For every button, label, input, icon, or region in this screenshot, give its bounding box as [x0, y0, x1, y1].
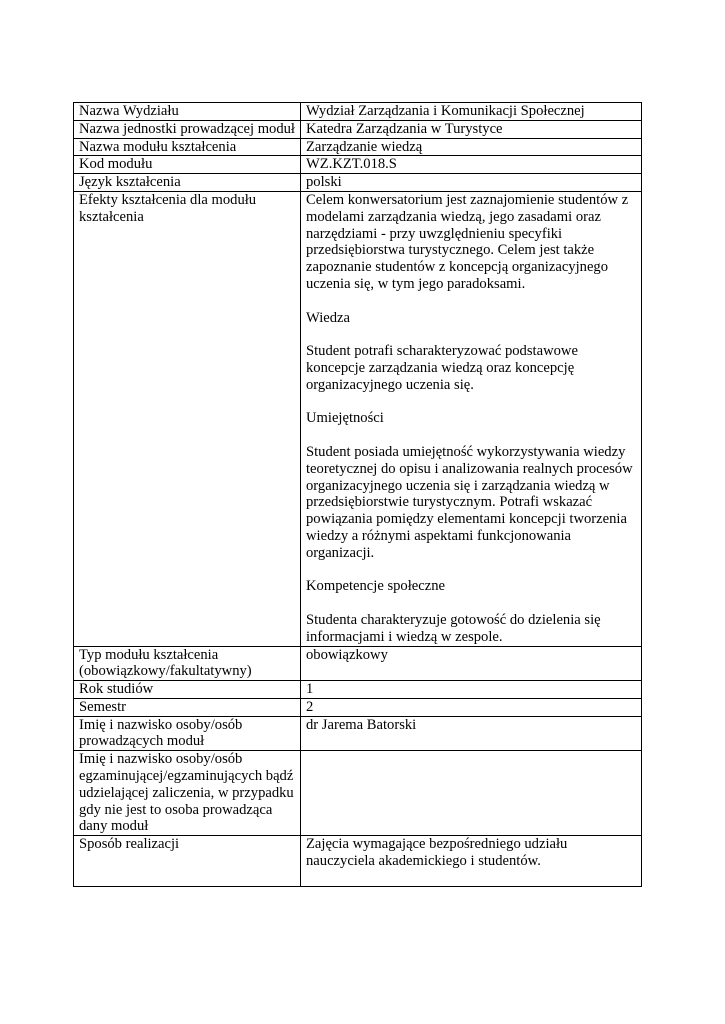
knowledge-text: Student potrafi scharakteryzować podstawowe koncepcje zarządzania wiedzą oraz koncepcję organizacyjnego uczenia się.: [306, 343, 578, 393]
table-row-semester: [74, 698, 642, 716]
module-name-value: Zarządzanie wiedzą: [301, 138, 642, 156]
table-row-delivery-method: [74, 836, 642, 887]
module-code-label: Kod modułu: [74, 156, 301, 174]
table-row-module-name: [74, 138, 642, 156]
unit-label: Nazwa jednostki prowadzącej moduł: [74, 120, 301, 138]
spacer: [306, 326, 637, 343]
instructors-value: dr Jarema Batorski: [301, 716, 642, 751]
social-competence-heading: Kompetencje społeczne: [306, 578, 445, 595]
delivery-method-text: Zajęcia wymagające bezpośredniego udziału nauczyciela akademickiego i studentów.: [306, 836, 568, 870]
spacer: [306, 562, 637, 579]
spacer: [306, 394, 637, 411]
syllabus-document: [73, 102, 640, 887]
study-year-label: Rok studiów: [74, 681, 301, 699]
table-row-module-code: [74, 156, 642, 174]
unit-value: Katedra Zarządzania w Turystyce: [301, 120, 642, 138]
table-row-study-year: [74, 681, 642, 699]
module-code-value: WZ.KZT.018.S: [301, 156, 642, 174]
instructors-label: Imię i nazwisko osoby/osób prowadzących moduł: [74, 716, 301, 751]
table-row-faculty: [74, 103, 642, 121]
table-row-unit: [74, 120, 642, 138]
learning-outcomes-label: Efekty kształcenia dla modułu kształcenia: [74, 191, 301, 646]
language-label: Język kształcenia: [74, 174, 301, 192]
skills-heading: Umiejętności: [306, 410, 384, 427]
language-value: polski: [301, 174, 642, 192]
outcomes-intro: Celem konwersatorium jest zaznajomienie studentów z modelami zarządzania wiedzą, jego zasadami oraz narzędziami - przy uwzględnieniu specyfiki przedsiębiorstwa turystycznego. Celem jest także zapoznanie studentów z koncepcją organizacyjnego uczenia się, w tym jego paradoksami.: [306, 191, 629, 292]
table-row-learning-outcomes: [74, 191, 642, 646]
table-row-instructors: [74, 716, 642, 751]
learning-outcomes-value: [301, 191, 642, 646]
delivery-method-value: [301, 836, 642, 887]
spacer: [306, 427, 637, 444]
table-row-module-type: [74, 646, 642, 681]
examiners-label: Imię i nazwisko osoby/osób egzaminującej/egzaminujących bądź udzielającej zaliczenia, w przypadku gdy nie jest to osoba prowadząca dany moduł: [74, 751, 301, 836]
syllabus-table: [73, 102, 642, 887]
table-row-language: [74, 174, 642, 192]
spacer: [306, 595, 637, 612]
module-type-value: obowiązkowy: [301, 646, 642, 681]
module-type-label: Typ modułu kształcenia (obowiązkowy/fakultatywny): [74, 646, 301, 681]
social-competence-text: Studenta charakteryzuje gotowość do dzielenia się informacjami i wiedzą w zespole.: [306, 611, 601, 645]
table-row-examiners: [74, 751, 642, 836]
semester-label: Semestr: [74, 698, 301, 716]
study-year-value: 1: [301, 681, 642, 699]
examiners-value: [301, 751, 642, 836]
faculty-label: Nazwa Wydziału: [74, 103, 301, 121]
delivery-method-label: Sposób realizacji: [74, 836, 301, 887]
faculty-value: Wydział Zarządzania i Komunikacji Społecznej: [301, 103, 642, 121]
spacer: [306, 293, 637, 310]
skills-text: Student posiada umiejętność wykorzystywania wiedzy teoretycznej do opisu i analizowania realnych procesów organizacyjnego uczenia się i zarządzania wiedzą w przedsiębiorstwie turystycznym. Potrafi wskazać powiązania pomiędzy elementami koncepcji tworzenia wiedzy a różnymi aspektami funkcjonowania organizacji.: [306, 443, 633, 561]
semester-value: 2: [301, 698, 642, 716]
knowledge-heading: Wiedza: [306, 309, 350, 326]
module-name-label: Nazwa modułu kształcenia: [74, 138, 301, 156]
